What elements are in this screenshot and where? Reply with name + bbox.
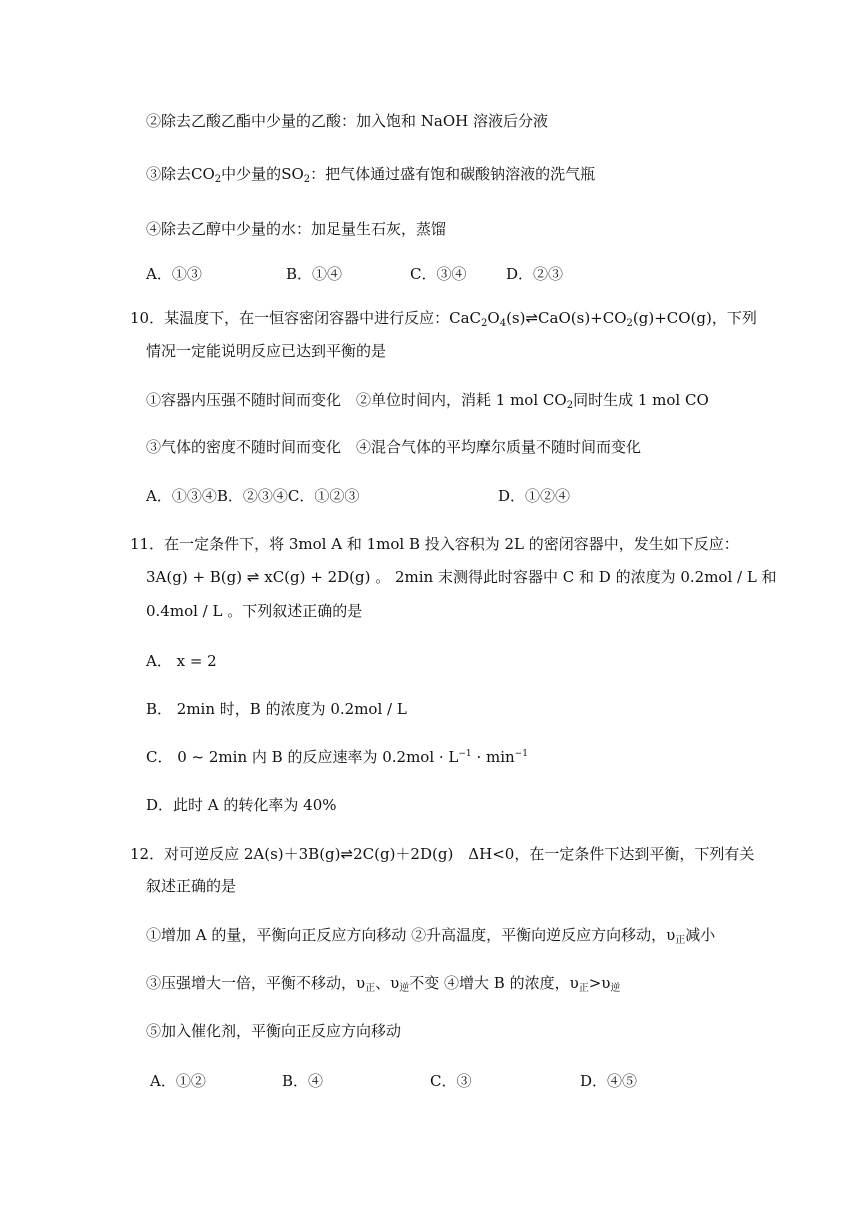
q10-option-d[interactable]: D．①②④: [498, 487, 571, 505]
q9-option-b[interactable]: B．①④: [286, 265, 343, 283]
q9-option-c[interactable]: C．③④: [410, 265, 467, 283]
q10-options-abc[interactable]: A．①③④B．②③④C．①②③: [146, 487, 360, 505]
co2-formula: $CO_2$: [191, 165, 222, 185]
q11-option-a[interactable]: A． x = 2: [146, 652, 217, 670]
q12-option-a[interactable]: A．①②: [150, 1072, 206, 1090]
q10-stem-line2: 情况一定能说明反应已达到平衡的是: [146, 342, 387, 360]
q12-statements-3-4: ③压强增大一倍，平衡不移动，$\upsilon_正$、$\upsilon_逆$不变 ④增大 B 的浓度，$\upsilon_正>\upsilon_逆$: [146, 974, 621, 994]
q9-item-4: ④除去乙醇中少量的水：加足量生石灰，蒸馏: [146, 220, 447, 238]
q9-item-3-mid: 中少量的: [221, 165, 282, 183]
q12-statements-1-2: ①增加 A 的量，平衡向正反应方向移动 ②升高温度，平衡向逆反应方向移动，$\upsilon_正$减小: [146, 926, 716, 946]
q9-option-d[interactable]: D．②③: [506, 265, 564, 283]
q10-stem-line1: 10．某温度下，在一恒容密闭容器中进行反应：$CaC_2O_4(s)\rightleftharpoons CaO(s)+CO_2(g)+CO(g)$，下列: [130, 309, 757, 329]
q11-stem-line2: 3A(g) + B(g) ⇌ xC(g) + 2D(g) 。 2min 末测得此时容器中 C 和 D 的浓度为 0.2mol / L 和: [146, 568, 777, 586]
equilibrium-arrow-icon: ⇌: [246, 568, 260, 586]
q9-item-2: ②除去乙酸乙酯中少量的乙酸：加入饱和 NaOH 溶液后分液: [146, 112, 548, 130]
q12-option-d[interactable]: D．④⑤: [580, 1072, 638, 1090]
q9-item-3: [146, 163, 595, 191]
q11-option-b[interactable]: B． 2min 时，B 的浓度为 0.2mol / L: [146, 700, 407, 718]
q11-option-d[interactable]: D．此时 A 的转化率为 40%: [146, 796, 337, 814]
q11-option-c[interactable]: C． 0 ~ 2min 内 B 的反应速率为 $0.2mol \cdot L^{-1} \cdot \min^{-1}$: [146, 748, 528, 766]
q12-option-c[interactable]: C．③: [430, 1072, 472, 1090]
q9-item-3-pre: ③除去: [146, 165, 192, 183]
q11-stem-line3: 0.4mol / L 。下列叙述正确的是: [146, 602, 363, 620]
q9-option-a[interactable]: A．①③: [146, 265, 202, 283]
so2-formula: $SO_2$: [281, 165, 311, 185]
equilibrium-arrow-icon: ⇌: [340, 845, 354, 863]
q12-statement-5: ⑤加入催化剂，平衡向正反应方向移动: [146, 1022, 402, 1040]
q12-option-b[interactable]: B．④: [282, 1072, 324, 1090]
q11-stem-line1: 11．在一定条件下，将 3mol A 和 1mol B 投入容积为 2L 的密闭容器中，发生如下反应：: [130, 535, 739, 553]
q10-conditions-1: ①容器内压强不随时间而变化 ②单位时间内，消耗 1 mol $CO_2$同时生成 1 mol CO: [146, 391, 709, 411]
q12-stem-line2: 叙述正确的是: [146, 877, 237, 895]
q12-stem-line1: 12．对可逆反应 2A(s)＋3B(g)⇌2C(g)＋2D(g) ΔH<0，在一定条件下达到平衡，下列有关: [130, 845, 755, 863]
q10-conditions-2: ③气体的密度不随时间而变化 ④混合气体的平均摩尔质量不随时间而变化: [146, 438, 642, 456]
equilibrium-arrow-icon: ⇌: [525, 309, 539, 327]
q9-item-3-post: ：把气体通过盛有饱和碳酸钠溶液的洗气瓶: [310, 165, 596, 183]
